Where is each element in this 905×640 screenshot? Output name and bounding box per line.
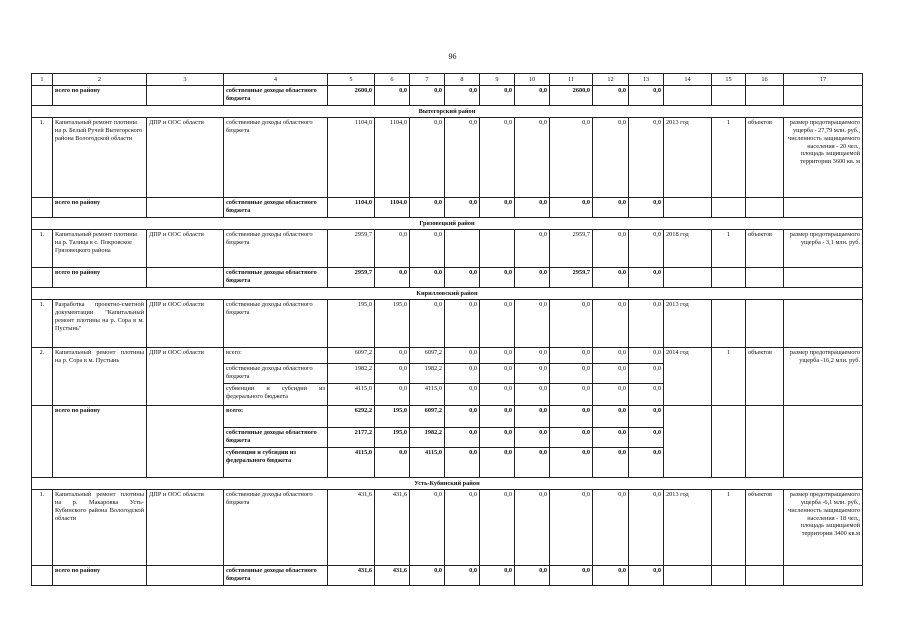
col-header: 1 — [32, 74, 53, 86]
value-cell: 0,0 — [550, 448, 593, 478]
value-cell: 0,0 — [445, 490, 480, 566]
completion-year: 2013 год — [664, 118, 712, 198]
section-row — [32, 106, 863, 118]
value-cell: 0,0 — [375, 364, 410, 384]
col-header: 9 — [480, 74, 515, 86]
value-cell: 0,0 — [515, 230, 550, 268]
project-name: Капитальный ремонт плотины на р. Макаровка Усть-Кубинского района Вологодской области — [53, 490, 147, 566]
value-cell: 0,0 — [480, 86, 515, 106]
col-header: 11 — [550, 74, 593, 86]
value-cell: 0,0 — [593, 406, 629, 428]
row-number: 1. — [32, 230, 53, 268]
value-cell: 0,0 — [445, 448, 480, 478]
value-cell: 0,0 — [445, 348, 480, 364]
col-header: 17 — [784, 74, 863, 86]
value-cell: 0,0 — [629, 230, 664, 268]
value-cell: 0,0 — [515, 118, 550, 198]
value-cell: 0,0 — [375, 384, 410, 406]
funding-source: собственные доходы областного бюджета — [224, 428, 328, 448]
value-cell: 195,0 — [375, 300, 410, 348]
value-cell: 0,0 — [445, 86, 480, 106]
unit: объектов — [746, 118, 784, 198]
value-cell: 0,0 — [410, 118, 445, 198]
district-total-row — [32, 86, 863, 106]
col-header: 5 — [328, 74, 375, 86]
col-header: 14 — [664, 74, 712, 86]
funding-source: собственные доходы областного бюджета — [224, 364, 328, 384]
value-cell: 0,0 — [410, 198, 445, 218]
executor: ДПР и ООС области — [147, 348, 224, 406]
funding-source: всего: — [224, 406, 328, 428]
unit: объектов — [746, 348, 784, 406]
value-cell: 4115,0 — [410, 384, 445, 406]
object-count: 1 — [712, 348, 746, 406]
value-cell: 1982,2 — [410, 364, 445, 384]
funding-source: собственные доходы областного бюджета — [224, 300, 328, 348]
value-cell: 6097,2 — [410, 406, 445, 428]
value-cell: 195,0 — [328, 300, 375, 348]
value-cell: 0,0 — [629, 86, 664, 106]
value-cell: 2959,7 — [328, 230, 375, 268]
value-cell: 0,0 — [629, 428, 664, 448]
col-header: 16 — [746, 74, 784, 86]
value-cell: 0,0 — [550, 364, 593, 384]
value-cell: 2959,7 — [550, 230, 593, 268]
value-cell: 0,0 — [445, 566, 480, 586]
value-cell: 0,0 — [515, 198, 550, 218]
funding-source: собственные доходы областного бюджета — [224, 118, 328, 198]
value-cell: 0,0 — [375, 230, 410, 268]
section-row — [32, 288, 863, 300]
page-number: 96 — [448, 52, 457, 61]
section-title: Вытегорский район — [32, 106, 863, 118]
value-cell: 0,0 — [593, 198, 629, 218]
value-cell: 0,0 — [445, 428, 480, 448]
row-number: 1. — [32, 300, 53, 348]
value-cell: 4115,0 — [410, 448, 445, 478]
value-cell: 0,0 — [550, 118, 593, 198]
value-cell: 0,0 — [375, 448, 410, 478]
value-cell: 0,0 — [445, 300, 480, 348]
total-label: всего по району — [53, 406, 147, 478]
value-cell: 431,6 — [328, 490, 375, 566]
value-cell: 2959,7 — [328, 268, 375, 288]
col-header: 2 — [53, 74, 147, 86]
unit: объектов — [746, 490, 784, 566]
value-cell: 0,0 — [550, 406, 593, 428]
value-cell: 0,0 — [593, 348, 629, 364]
effect-note: размер предотвращаемого ущерба - 3,1 млн. руб. — [784, 230, 863, 268]
value-cell: 0,0 — [515, 364, 550, 384]
value-cell: 0,0 — [593, 230, 629, 268]
value-cell: 0,0 — [410, 300, 445, 348]
value-cell: 0,0 — [593, 428, 629, 448]
project-row — [32, 348, 863, 364]
value-cell: 0,0 — [550, 384, 593, 406]
value-cell: 0,0 — [445, 118, 480, 198]
value-cell: 0,0 — [375, 86, 410, 106]
value-cell: 0,0 — [629, 364, 664, 384]
value-cell: 0,0 — [480, 364, 515, 384]
district-total-row — [32, 566, 863, 586]
value-cell: 0,0 — [629, 490, 664, 566]
value-cell: 1104,0 — [375, 198, 410, 218]
value-cell: 0,0 — [550, 566, 593, 586]
value-cell: 0,0 — [629, 198, 664, 218]
value-cell: 2177,2 — [328, 428, 375, 448]
value-cell: 0,0 — [515, 300, 550, 348]
section-title: Усть-Кубинский район — [32, 478, 863, 490]
value-cell: 0,0 — [550, 490, 593, 566]
value-cell: 0,0 — [410, 566, 445, 586]
value-cell: 0,0 — [550, 198, 593, 218]
value-cell: 6292,2 — [328, 406, 375, 428]
object-count: 1 — [712, 490, 746, 566]
value-cell: 0,0 — [375, 348, 410, 364]
value-cell — [480, 230, 515, 268]
value-cell: 0,0 — [480, 428, 515, 448]
value-cell: 2600,0 — [328, 86, 375, 106]
value-cell: 431,6 — [375, 566, 410, 586]
value-cell: 0,0 — [410, 230, 445, 268]
value-cell: 0,0 — [480, 384, 515, 406]
value-cell: 0,0 — [410, 86, 445, 106]
total-label: всего по району — [53, 566, 147, 586]
row-number: 1. — [32, 490, 53, 566]
unit: объектов — [746, 230, 784, 268]
completion-year: 2014 год — [664, 348, 712, 406]
value-cell: 0,0 — [480, 448, 515, 478]
value-cell: 0,0 — [515, 348, 550, 364]
project-name: Капитальный ремонт плотины на р. Талица в с. Покровское Грязовецкого района — [53, 230, 147, 268]
completion-year: 2013 год — [664, 300, 712, 348]
value-cell: 0,0 — [515, 406, 550, 428]
effect-note: размер предотвращаемого ущерба - 27,79 млн. руб., численность защищаемого населения - 20 чел., площадь защищаемой территории 3600 кв. м — [784, 118, 863, 198]
value-cell: 2600,0 — [550, 86, 593, 106]
project-row — [32, 118, 863, 198]
value-cell: 0,0 — [515, 86, 550, 106]
effect-note: размер предотвращаемого ущерба -6,1 млн. руб., численность защищаемого населения - 18 чел., площадь защищаемой территории 3400 кв.м — [784, 490, 863, 566]
section-row — [32, 478, 863, 490]
value-cell: 0,0 — [593, 86, 629, 106]
value-cell: 0,0 — [593, 300, 629, 348]
funding-source: субвенции и субсидии из федерального бюджета — [224, 384, 328, 406]
value-cell: 0,0 — [480, 566, 515, 586]
value-cell: 0,0 — [445, 268, 480, 288]
value-cell — [445, 230, 480, 268]
total-label: всего по району — [53, 86, 147, 106]
value-cell: 4115,0 — [328, 448, 375, 478]
funding-source: собственные доходы областного бюджета — [224, 86, 328, 106]
value-cell: 431,6 — [328, 566, 375, 586]
value-cell: 0,0 — [629, 566, 664, 586]
value-cell: 0,0 — [593, 448, 629, 478]
value-cell: 0,0 — [480, 118, 515, 198]
executor: ДПР и ООС области — [147, 118, 224, 198]
object-count: 1 — [712, 230, 746, 268]
value-cell: 195,0 — [375, 406, 410, 428]
value-cell: 1982,2 — [328, 364, 375, 384]
col-header: 8 — [445, 74, 480, 86]
col-header: 13 — [629, 74, 664, 86]
project-name: Капитальный ремонт плотины на р. Сора в м. Пустынь — [53, 348, 147, 406]
col-header: 4 — [224, 74, 328, 86]
col-header: 10 — [515, 74, 550, 86]
section-row — [32, 218, 863, 230]
value-cell: 0,0 — [593, 384, 629, 406]
value-cell: 0,0 — [480, 348, 515, 364]
value-cell: 195,0 — [375, 428, 410, 448]
value-cell: 0,0 — [593, 268, 629, 288]
funding-source: собственные доходы областного бюджета — [224, 268, 328, 288]
row-number: 1. — [32, 118, 53, 198]
value-cell: 0,0 — [445, 364, 480, 384]
effect-note: размер предотвращаемого ущерба -16,2 млн. руб. — [784, 348, 863, 406]
value-cell: 0,0 — [629, 268, 664, 288]
value-cell: 0,0 — [593, 490, 629, 566]
value-cell: 0,0 — [593, 364, 629, 384]
value-cell: 1104,0 — [328, 118, 375, 198]
col-header: 15 — [712, 74, 746, 86]
value-cell: 0,0 — [480, 300, 515, 348]
object-count: 1 — [712, 118, 746, 198]
value-cell: 0,0 — [515, 268, 550, 288]
col-header: 6 — [375, 74, 410, 86]
project-row — [32, 230, 863, 268]
value-cell: 0,0 — [593, 566, 629, 586]
total-label: всего по району — [53, 198, 147, 218]
value-cell: 1104,0 — [328, 198, 375, 218]
value-cell: 0,0 — [445, 198, 480, 218]
value-cell: 0,0 — [445, 406, 480, 428]
district-total-row — [32, 406, 863, 428]
project-name: Разработка проектно-сметной документации "Капитальный ремонт плотины на р. Сора в м. Пустынь" — [53, 300, 147, 348]
value-cell: 0,0 — [629, 406, 664, 428]
column-number-row — [32, 74, 863, 86]
row-number: 2. — [32, 348, 53, 406]
value-cell: 2959,7 — [550, 268, 593, 288]
value-cell: 0,0 — [550, 300, 593, 348]
value-cell: 0,0 — [515, 448, 550, 478]
value-cell: 0,0 — [629, 448, 664, 478]
value-cell: 0,0 — [480, 198, 515, 218]
value-cell: 0,0 — [629, 118, 664, 198]
col-header: 3 — [147, 74, 224, 86]
value-cell: 1104,0 — [375, 118, 410, 198]
value-cell: 0,0 — [550, 348, 593, 364]
executor: ДПР и ООС области — [147, 490, 224, 566]
value-cell: 0,0 — [375, 268, 410, 288]
section-title: Кирилловский район — [32, 288, 863, 300]
value-cell: 0,0 — [515, 566, 550, 586]
executor: ДПР и ООС области — [147, 300, 224, 348]
funding-source: субвенции и субсидии из федерального бюджета — [224, 448, 328, 478]
funding-source: собственные доходы областного бюджета — [224, 490, 328, 566]
project-row — [32, 300, 863, 348]
value-cell: 0,0 — [629, 384, 664, 406]
total-label: всего по району — [53, 268, 147, 288]
completion-year: 2018 год — [664, 230, 712, 268]
col-header: 12 — [593, 74, 629, 86]
value-cell: 0,0 — [410, 490, 445, 566]
value-cell: 0,0 — [593, 118, 629, 198]
value-cell: 0,0 — [629, 348, 664, 364]
value-cell: 0,0 — [480, 490, 515, 566]
completion-year: 2013 год — [664, 490, 712, 566]
project-name: Капитальный ремонт плотины на р. Белый Ручей Вытегорского района Вологодской области — [53, 118, 147, 198]
value-cell: 0,0 — [480, 406, 515, 428]
value-cell: 0,0 — [445, 384, 480, 406]
value-cell: 6097,2 — [328, 348, 375, 364]
budget-table — [31, 73, 863, 586]
district-total-row — [32, 268, 863, 288]
value-cell: 0,0 — [515, 490, 550, 566]
value-cell: 0,0 — [515, 428, 550, 448]
executor: ДПР и ООС области — [147, 230, 224, 268]
value-cell: 4115,0 — [328, 384, 375, 406]
value-cell: 1982,2 — [410, 428, 445, 448]
section-title: Грязовецкий район — [32, 218, 863, 230]
value-cell: 6097,2 — [410, 348, 445, 364]
value-cell: 0,0 — [480, 268, 515, 288]
value-cell: 0,0 — [550, 428, 593, 448]
project-row — [32, 490, 863, 566]
col-header: 7 — [410, 74, 445, 86]
funding-source: собственные доходы областного бюджета — [224, 566, 328, 586]
funding-source: всего: — [224, 348, 328, 364]
value-cell: 0,0 — [410, 268, 445, 288]
value-cell: 431,6 — [375, 490, 410, 566]
value-cell: 0,0 — [515, 384, 550, 406]
funding-source: собственные доходы областного бюджета — [224, 198, 328, 218]
district-total-row — [32, 198, 863, 218]
funding-source: собственные доходы областного бюджета — [224, 230, 328, 268]
value-cell: 0,0 — [629, 300, 664, 348]
